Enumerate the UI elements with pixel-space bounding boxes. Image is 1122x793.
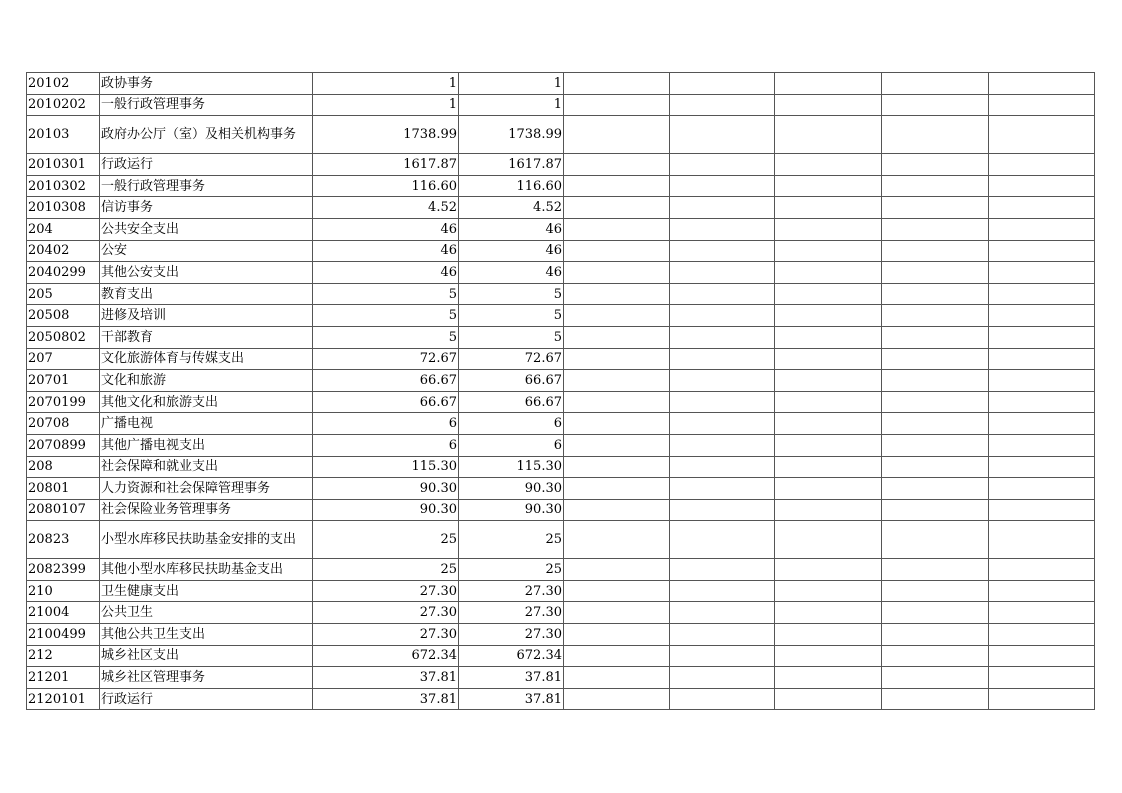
table-row (27, 667, 1095, 689)
empty-cell (989, 602, 1095, 624)
empty-cell (564, 116, 670, 154)
table-row (27, 559, 1095, 581)
table-row (27, 305, 1095, 327)
amount-cell: 66.67 (459, 370, 564, 392)
empty-cell (564, 667, 670, 689)
amount-cell: 5 (459, 283, 564, 305)
empty-cell (882, 434, 989, 456)
empty-cell (564, 283, 670, 305)
empty-cell (882, 116, 989, 154)
empty-cell (775, 305, 882, 327)
table-row (27, 73, 1095, 95)
name-cell: 行政运行 (100, 154, 313, 176)
empty-cell (775, 624, 882, 646)
empty-cell (670, 175, 775, 197)
name-cell: 城乡社区支出 (100, 645, 313, 667)
amount-cell: 46 (313, 218, 459, 240)
code-cell: 20801 (27, 478, 100, 500)
table-row (27, 645, 1095, 667)
amount-cell: 5 (459, 326, 564, 348)
table-row (27, 413, 1095, 435)
empty-cell (564, 478, 670, 500)
amount-cell: 27.30 (313, 602, 459, 624)
empty-cell (564, 521, 670, 559)
table-row (27, 262, 1095, 284)
empty-cell (882, 645, 989, 667)
table-row (27, 197, 1095, 219)
code-cell: 2080107 (27, 499, 100, 521)
budget-table (26, 72, 1095, 710)
amount-cell: 6 (313, 434, 459, 456)
empty-cell (989, 154, 1095, 176)
empty-cell (989, 240, 1095, 262)
empty-cell (775, 240, 882, 262)
empty-cell (775, 688, 882, 710)
name-cell: 进修及培训 (100, 305, 313, 327)
amount-cell: 1738.99 (459, 116, 564, 154)
amount-cell: 1738.99 (313, 116, 459, 154)
empty-cell (564, 624, 670, 646)
empty-cell (775, 370, 882, 392)
name-cell: 小型水库移民扶助基金安排的支出 (100, 521, 313, 559)
code-cell: 205 (27, 283, 100, 305)
amount-cell: 4.52 (313, 197, 459, 219)
empty-cell (564, 391, 670, 413)
empty-cell (670, 434, 775, 456)
table-row (27, 602, 1095, 624)
empty-cell (989, 688, 1095, 710)
empty-cell (882, 688, 989, 710)
empty-cell (882, 370, 989, 392)
code-cell: 2010308 (27, 197, 100, 219)
empty-cell (882, 391, 989, 413)
empty-cell (670, 602, 775, 624)
amount-cell: 25 (313, 559, 459, 581)
amount-cell: 4.52 (459, 197, 564, 219)
code-cell: 2010202 (27, 94, 100, 116)
empty-cell (882, 154, 989, 176)
amount-cell: 1 (459, 94, 564, 116)
table-row (27, 580, 1095, 602)
amount-cell: 66.67 (313, 391, 459, 413)
empty-cell (775, 116, 882, 154)
code-cell: 207 (27, 348, 100, 370)
empty-cell (882, 94, 989, 116)
empty-cell (670, 370, 775, 392)
empty-cell (775, 218, 882, 240)
amount-cell: 27.30 (459, 580, 564, 602)
empty-cell (564, 602, 670, 624)
empty-cell (882, 413, 989, 435)
code-cell: 2100499 (27, 624, 100, 646)
empty-cell (670, 197, 775, 219)
empty-cell (775, 521, 882, 559)
empty-cell (564, 262, 670, 284)
amount-cell: 37.81 (313, 667, 459, 689)
empty-cell (564, 305, 670, 327)
empty-cell (989, 499, 1095, 521)
empty-cell (989, 218, 1095, 240)
empty-cell (882, 602, 989, 624)
amount-cell: 672.34 (313, 645, 459, 667)
empty-cell (989, 645, 1095, 667)
name-cell: 一般行政管理事务 (100, 94, 313, 116)
amount-cell: 1 (459, 73, 564, 95)
amount-cell: 90.30 (459, 478, 564, 500)
amount-cell: 46 (459, 262, 564, 284)
empty-cell (882, 521, 989, 559)
code-cell: 2070899 (27, 434, 100, 456)
table-row (27, 434, 1095, 456)
table-row (27, 154, 1095, 176)
empty-cell (670, 478, 775, 500)
empty-cell (670, 580, 775, 602)
amount-cell: 25 (459, 559, 564, 581)
empty-cell (989, 116, 1095, 154)
empty-cell (775, 175, 882, 197)
empty-cell (989, 391, 1095, 413)
empty-cell (989, 667, 1095, 689)
empty-cell (882, 456, 989, 478)
code-cell: 20701 (27, 370, 100, 392)
code-cell: 208 (27, 456, 100, 478)
name-cell: 公安 (100, 240, 313, 262)
amount-cell: 90.30 (313, 478, 459, 500)
table-row (27, 94, 1095, 116)
empty-cell (989, 456, 1095, 478)
name-cell: 政府办公厅（室）及相关机构事务 (100, 116, 313, 154)
amount-cell: 1 (313, 94, 459, 116)
empty-cell (564, 434, 670, 456)
amount-cell: 66.67 (459, 391, 564, 413)
table-body (27, 73, 1095, 710)
amount-cell: 90.30 (459, 499, 564, 521)
empty-cell (775, 326, 882, 348)
amount-cell: 27.30 (313, 624, 459, 646)
name-cell: 广播电视 (100, 413, 313, 435)
code-cell: 2050802 (27, 326, 100, 348)
name-cell: 社会保险业务管理事务 (100, 499, 313, 521)
empty-cell (564, 94, 670, 116)
amount-cell: 27.30 (459, 624, 564, 646)
empty-cell (989, 305, 1095, 327)
table-row (27, 391, 1095, 413)
code-cell: 20103 (27, 116, 100, 154)
code-cell: 21201 (27, 667, 100, 689)
empty-cell (775, 559, 882, 581)
amount-cell: 25 (459, 521, 564, 559)
code-cell: 2070199 (27, 391, 100, 413)
amount-cell: 6 (459, 413, 564, 435)
empty-cell (775, 602, 882, 624)
amount-cell: 1617.87 (459, 154, 564, 176)
empty-cell (989, 73, 1095, 95)
table-row (27, 688, 1095, 710)
empty-cell (775, 283, 882, 305)
name-cell: 公共安全支出 (100, 218, 313, 240)
name-cell: 文化旅游体育与传媒支出 (100, 348, 313, 370)
amount-cell: 66.67 (313, 370, 459, 392)
amount-cell: 37.81 (459, 688, 564, 710)
name-cell: 其他文化和旅游支出 (100, 391, 313, 413)
empty-cell (670, 559, 775, 581)
empty-cell (564, 240, 670, 262)
empty-cell (670, 521, 775, 559)
empty-cell (775, 478, 882, 500)
empty-cell (670, 73, 775, 95)
empty-cell (670, 116, 775, 154)
code-cell: 20402 (27, 240, 100, 262)
code-cell: 2120101 (27, 688, 100, 710)
empty-cell (882, 240, 989, 262)
name-cell: 城乡社区管理事务 (100, 667, 313, 689)
empty-cell (670, 624, 775, 646)
name-cell: 其他公安支出 (100, 262, 313, 284)
empty-cell (775, 434, 882, 456)
empty-cell (775, 456, 882, 478)
empty-cell (882, 305, 989, 327)
empty-cell (670, 218, 775, 240)
amount-cell: 5 (313, 283, 459, 305)
empty-cell (564, 348, 670, 370)
code-cell: 21004 (27, 602, 100, 624)
code-cell: 20823 (27, 521, 100, 559)
empty-cell (564, 413, 670, 435)
empty-cell (775, 73, 882, 95)
name-cell: 文化和旅游 (100, 370, 313, 392)
name-cell: 信访事务 (100, 197, 313, 219)
amount-cell: 5 (459, 305, 564, 327)
name-cell: 教育支出 (100, 283, 313, 305)
empty-cell (670, 688, 775, 710)
empty-cell (670, 94, 775, 116)
empty-cell (670, 154, 775, 176)
empty-cell (564, 580, 670, 602)
empty-cell (670, 499, 775, 521)
empty-cell (989, 521, 1095, 559)
empty-cell (989, 370, 1095, 392)
empty-cell (670, 262, 775, 284)
empty-cell (882, 283, 989, 305)
empty-cell (670, 348, 775, 370)
empty-cell (775, 154, 882, 176)
empty-cell (564, 688, 670, 710)
empty-cell (564, 370, 670, 392)
empty-cell (564, 218, 670, 240)
empty-cell (670, 667, 775, 689)
empty-cell (775, 499, 882, 521)
amount-cell: 6 (313, 413, 459, 435)
empty-cell (989, 434, 1095, 456)
table-row (27, 175, 1095, 197)
empty-cell (775, 348, 882, 370)
amount-cell: 672.34 (459, 645, 564, 667)
amount-cell: 116.60 (313, 175, 459, 197)
amount-cell: 90.30 (313, 499, 459, 521)
code-cell: 20508 (27, 305, 100, 327)
amount-cell: 25 (313, 521, 459, 559)
empty-cell (882, 262, 989, 284)
code-cell: 2010301 (27, 154, 100, 176)
empty-cell (670, 305, 775, 327)
name-cell: 其他小型水库移民扶助基金支出 (100, 559, 313, 581)
amount-cell: 37.81 (459, 667, 564, 689)
empty-cell (882, 667, 989, 689)
amount-cell: 1 (313, 73, 459, 95)
empty-cell (670, 456, 775, 478)
amount-cell: 116.60 (459, 175, 564, 197)
empty-cell (882, 326, 989, 348)
name-cell: 卫生健康支出 (100, 580, 313, 602)
empty-cell (564, 499, 670, 521)
amount-cell: 46 (459, 218, 564, 240)
name-cell: 其他广播电视支出 (100, 434, 313, 456)
empty-cell (989, 326, 1095, 348)
code-cell: 2010302 (27, 175, 100, 197)
amount-cell: 6 (459, 434, 564, 456)
name-cell: 政协事务 (100, 73, 313, 95)
empty-cell (670, 283, 775, 305)
amount-cell: 1617.87 (313, 154, 459, 176)
empty-cell (670, 413, 775, 435)
empty-cell (775, 262, 882, 284)
amount-cell: 46 (313, 240, 459, 262)
empty-cell (775, 94, 882, 116)
empty-cell (775, 197, 882, 219)
empty-cell (564, 456, 670, 478)
empty-cell (882, 580, 989, 602)
name-cell: 人力资源和社会保障管理事务 (100, 478, 313, 500)
amount-cell: 5 (313, 326, 459, 348)
empty-cell (882, 478, 989, 500)
name-cell: 其他公共卫生支出 (100, 624, 313, 646)
empty-cell (564, 326, 670, 348)
empty-cell (882, 559, 989, 581)
code-cell: 20102 (27, 73, 100, 95)
empty-cell (989, 175, 1095, 197)
empty-cell (882, 73, 989, 95)
empty-cell (989, 94, 1095, 116)
table-row (27, 370, 1095, 392)
amount-cell: 46 (459, 240, 564, 262)
empty-cell (670, 645, 775, 667)
amount-cell: 46 (313, 262, 459, 284)
empty-cell (882, 499, 989, 521)
amount-cell: 27.30 (459, 602, 564, 624)
name-cell: 干部教育 (100, 326, 313, 348)
code-cell: 2082399 (27, 559, 100, 581)
empty-cell (989, 559, 1095, 581)
empty-cell (564, 73, 670, 95)
amount-cell: 115.30 (313, 456, 459, 478)
table-row (27, 456, 1095, 478)
name-cell: 一般行政管理事务 (100, 175, 313, 197)
amount-cell: 5 (313, 305, 459, 327)
name-cell: 行政运行 (100, 688, 313, 710)
amount-cell: 37.81 (313, 688, 459, 710)
table-row (27, 240, 1095, 262)
empty-cell (775, 580, 882, 602)
empty-cell (775, 645, 882, 667)
empty-cell (882, 197, 989, 219)
empty-cell (989, 262, 1095, 284)
table-row (27, 348, 1095, 370)
name-cell: 公共卫生 (100, 602, 313, 624)
empty-cell (564, 645, 670, 667)
table-row (27, 624, 1095, 646)
table-row (27, 218, 1095, 240)
amount-cell: 72.67 (459, 348, 564, 370)
code-cell: 20708 (27, 413, 100, 435)
empty-cell (564, 559, 670, 581)
empty-cell (989, 283, 1095, 305)
empty-cell (775, 391, 882, 413)
table-row (27, 326, 1095, 348)
empty-cell (775, 667, 882, 689)
empty-cell (989, 413, 1095, 435)
empty-cell (989, 624, 1095, 646)
amount-cell: 27.30 (313, 580, 459, 602)
empty-cell (989, 197, 1095, 219)
empty-cell (564, 175, 670, 197)
empty-cell (882, 348, 989, 370)
table-row (27, 499, 1095, 521)
table-row (27, 521, 1095, 559)
amount-cell: 72.67 (313, 348, 459, 370)
code-cell: 204 (27, 218, 100, 240)
code-cell: 210 (27, 580, 100, 602)
empty-cell (670, 391, 775, 413)
empty-cell (882, 624, 989, 646)
name-cell: 社会保障和就业支出 (100, 456, 313, 478)
amount-cell: 115.30 (459, 456, 564, 478)
code-cell: 212 (27, 645, 100, 667)
table-row (27, 116, 1095, 154)
code-cell: 2040299 (27, 262, 100, 284)
empty-cell (989, 580, 1095, 602)
empty-cell (775, 413, 882, 435)
empty-cell (882, 175, 989, 197)
empty-cell (670, 326, 775, 348)
empty-cell (989, 478, 1095, 500)
table-row (27, 478, 1095, 500)
empty-cell (670, 240, 775, 262)
empty-cell (564, 197, 670, 219)
table-row (27, 283, 1095, 305)
empty-cell (564, 154, 670, 176)
empty-cell (989, 348, 1095, 370)
empty-cell (882, 218, 989, 240)
